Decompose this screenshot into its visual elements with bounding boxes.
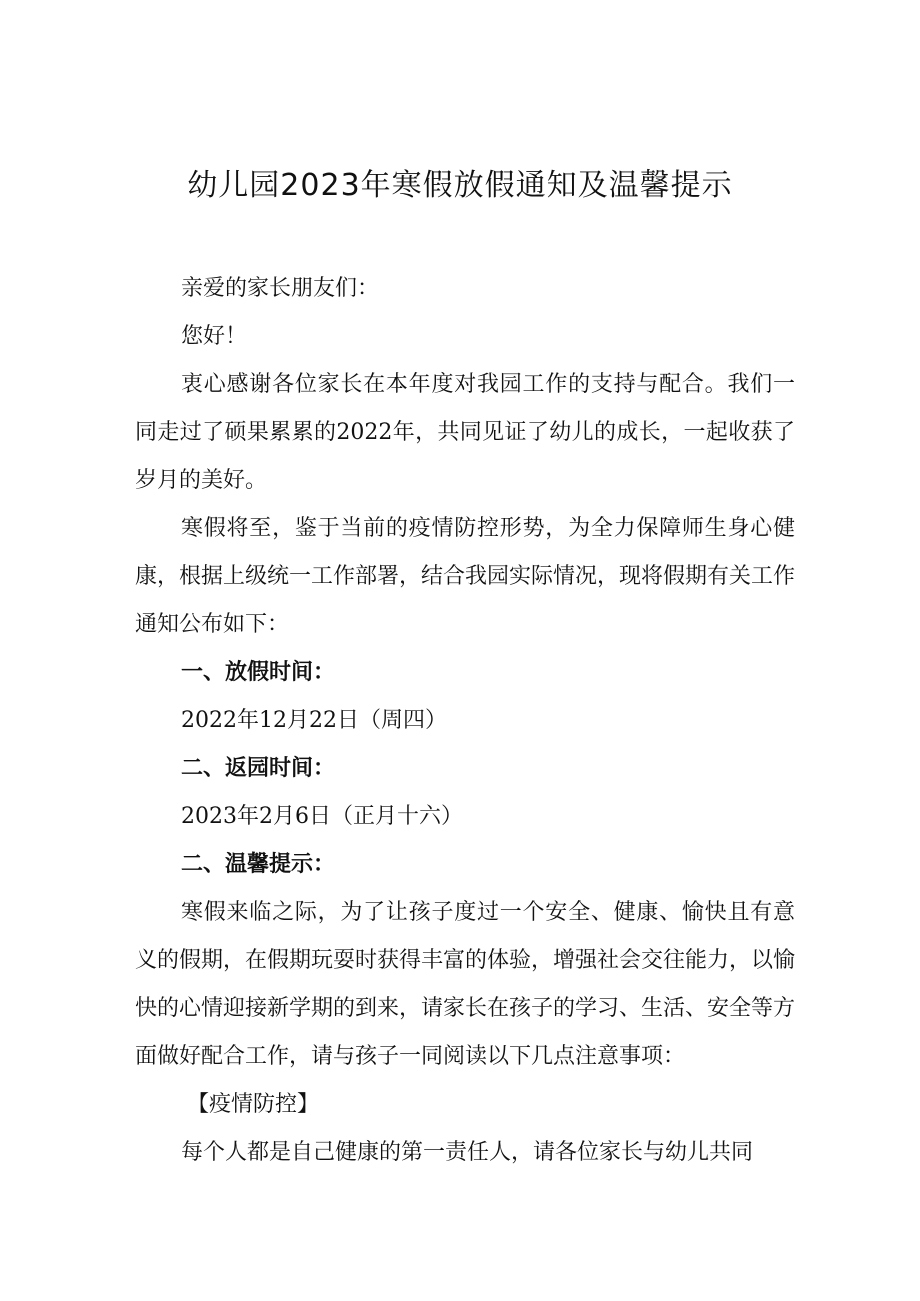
section-heading-holiday-time: 一、放假时间： [181, 660, 336, 685]
paragraph-epidemic: 每个人都是自己健康的第一责任人，请各位家长与幼儿共同 [181, 1140, 754, 1165]
paragraph-tips: 寒假来临之际，为了让孩子度过一个安全、健康、愉快且有意义的假期，在假期玩耍时获得丰富的体验，增强社会交往能力，以愉快的心情迎接新学期的到来，请家长在孩子的学习、生活、安全等方面做好配合工作，请与孩子一同阅读以下几点注意事项： [135, 900, 796, 1069]
document-title: 幼儿园2023年寒假放假通知及温馨提示 [187, 168, 733, 203]
holiday-date: 2022年12月22日（周四） [181, 708, 447, 733]
paragraph-thanks: 衷心感谢各位家长在本年度对我园工作的支持与配合。我们一同走过了硕果累累的2022年，共同见证了幼儿的成长，一起收获了岁月的美好。 [135, 372, 795, 493]
section-heading-return-time: 二、返园时间： [181, 756, 336, 781]
paragraph-intro: 寒假将至，鉴于当前的疫情防控形势，为全力保障师生身心健康，根据上级统一工作部署，结合我园实际情况，现将假期有关工作通知公布如下： [135, 516, 796, 637]
subsection-label-epidemic: 【疫情防控】 [187, 1092, 320, 1117]
greeting: 您好！ [181, 324, 248, 349]
salutation: 亲爱的家长朋友们： [181, 276, 380, 301]
document-body [135, 265, 795, 1177]
section-heading-tips: 二、温馨提示： [181, 852, 336, 877]
return-date: 2023年2月6日（正月十六） [181, 804, 463, 829]
